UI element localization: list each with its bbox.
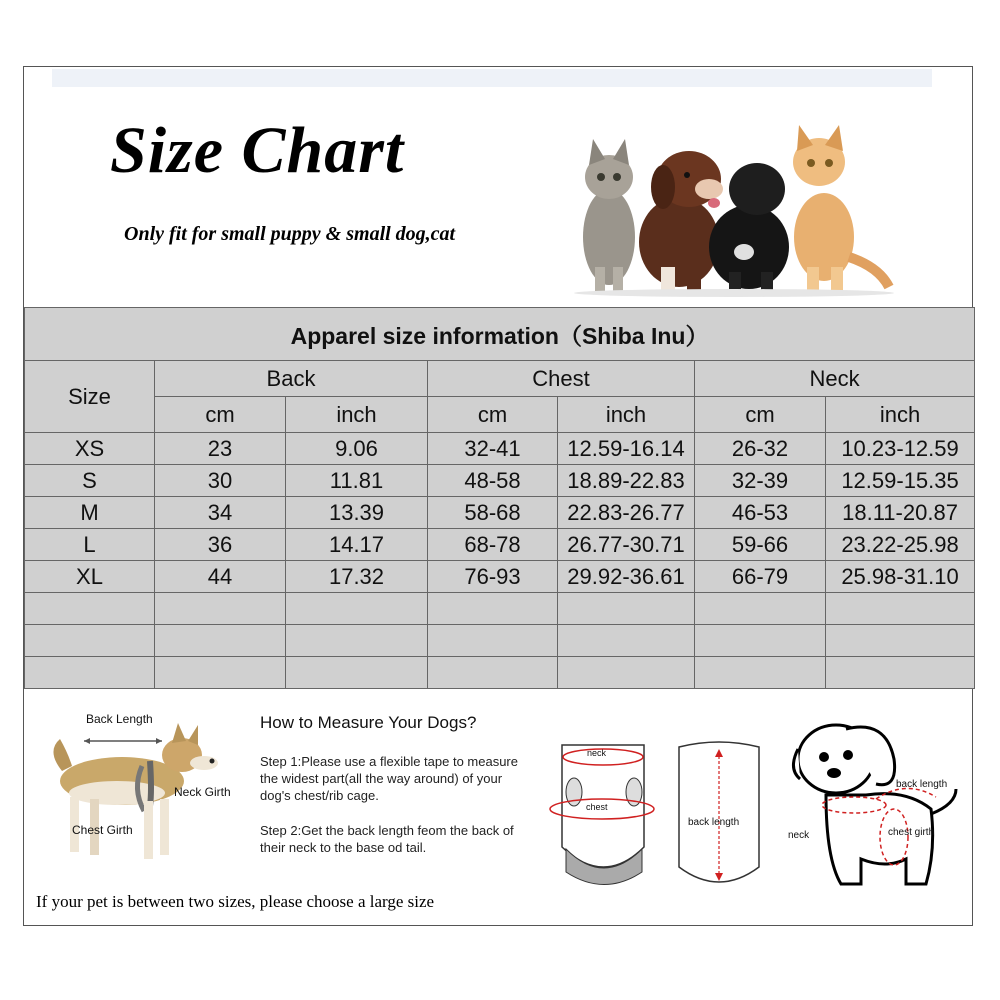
table-cell: 9.06 (286, 433, 428, 465)
size-column-header: Size (25, 361, 155, 433)
table-cell: 68-78 (428, 529, 558, 561)
table-cell: 13.39 (286, 497, 428, 529)
unit-header: inch (286, 397, 428, 433)
table-cell: 18.89-22.83 (558, 465, 695, 497)
brown-puppy (639, 151, 723, 292)
black-puppy (709, 163, 789, 292)
step-1: Step 1:Please use a flexible tape to measure the widest part(all the way around) of your dog's chest/rib cage. (260, 754, 518, 803)
table-cell: 36 (155, 529, 286, 561)
table-cell: 59-66 (695, 529, 826, 561)
table-cell: 48-58 (428, 465, 558, 497)
unit-header: cm (155, 397, 286, 433)
empty-row (25, 625, 975, 657)
unit-header: inch (558, 397, 695, 433)
unit-header: cm (428, 397, 558, 433)
table-cell: S (25, 465, 155, 497)
table-cell: 23.22-25.98 (826, 529, 975, 561)
label-chest-girth: Chest Girth (72, 823, 133, 837)
table-cell: 12.59-16.14 (558, 433, 695, 465)
size-table-wrap (24, 307, 974, 695)
measure-section (24, 695, 974, 927)
table-caption: Apparel size information（Shiba Inu） (25, 308, 975, 361)
table-cell: 32-39 (695, 465, 826, 497)
orange-kitten (793, 125, 889, 292)
step-2: Step 2:Get the back length feom the back of their neck to the base od tail. (260, 823, 514, 855)
table-cell: 25.98-31.10 (826, 561, 975, 593)
table-row (25, 465, 975, 497)
unit-header: inch (826, 397, 975, 433)
table-row (25, 433, 975, 465)
cartoon-label-neck: neck (788, 830, 810, 841)
table-cell: 26-32 (695, 433, 826, 465)
cartoon-dog-diagram (786, 709, 966, 909)
garment-back-diagram (669, 737, 769, 892)
grey-kitten (583, 139, 635, 292)
table-row (25, 497, 975, 529)
table-row (25, 561, 975, 593)
group-header-back: Back (155, 361, 428, 397)
table-cell: 58-68 (428, 497, 558, 529)
table-cell: 66-79 (695, 561, 826, 593)
table-cell: 12.59-15.35 (826, 465, 975, 497)
garment-label-neck: neck (587, 748, 607, 758)
group-header-neck: Neck (695, 361, 975, 397)
size-note: If your pet is between two sizes, please choose a large size (36, 892, 435, 911)
table-cell: 18.11-20.87 (826, 497, 975, 529)
empty-row (25, 593, 975, 625)
table-cell: L (25, 529, 155, 561)
table-cell: 30 (155, 465, 286, 497)
table-cell: 10.23-12.59 (826, 433, 975, 465)
table-cell: 14.17 (286, 529, 428, 561)
table-cell: M (25, 497, 155, 529)
table-cell: 11.81 (286, 465, 428, 497)
label-neck-girth: Neck Girth (174, 785, 231, 799)
label-back-length: Back Length (86, 712, 153, 726)
size-chart-frame (23, 66, 973, 926)
table-cell: 32-41 (428, 433, 558, 465)
table-cell: 34 (155, 497, 286, 529)
garment-label-chest: chest (586, 802, 608, 812)
unit-header: cm (695, 397, 826, 433)
table-cell: 29.92-36.61 (558, 561, 695, 593)
garment-label-back-length: back length (688, 817, 740, 828)
cartoon-label-back-length: back length (896, 779, 948, 790)
banner-strip (52, 69, 932, 87)
howto-title: How to Measure Your Dogs? (260, 713, 477, 732)
size-table (24, 307, 975, 689)
empty-row (25, 657, 975, 689)
cartoon-label-chest-girth: chest girth (888, 827, 935, 838)
pets-photo (569, 117, 899, 297)
table-cell: 17.32 (286, 561, 428, 593)
table-cell: 26.77-30.71 (558, 529, 695, 561)
garment-front-diagram (544, 737, 664, 892)
table-cell: XL (25, 561, 155, 593)
table-cell: 46-53 (695, 497, 826, 529)
subtitle: Only fit for small puppy & small dog,cat (124, 223, 456, 245)
table-cell: 44 (155, 561, 286, 593)
table-cell: 23 (155, 433, 286, 465)
table-cell: 76-93 (428, 561, 558, 593)
table-cell: XS (25, 433, 155, 465)
page-title: Size Chart (110, 114, 405, 187)
table-cell: 22.83-26.77 (558, 497, 695, 529)
table-row (25, 529, 975, 561)
group-header-chest: Chest (428, 361, 695, 397)
